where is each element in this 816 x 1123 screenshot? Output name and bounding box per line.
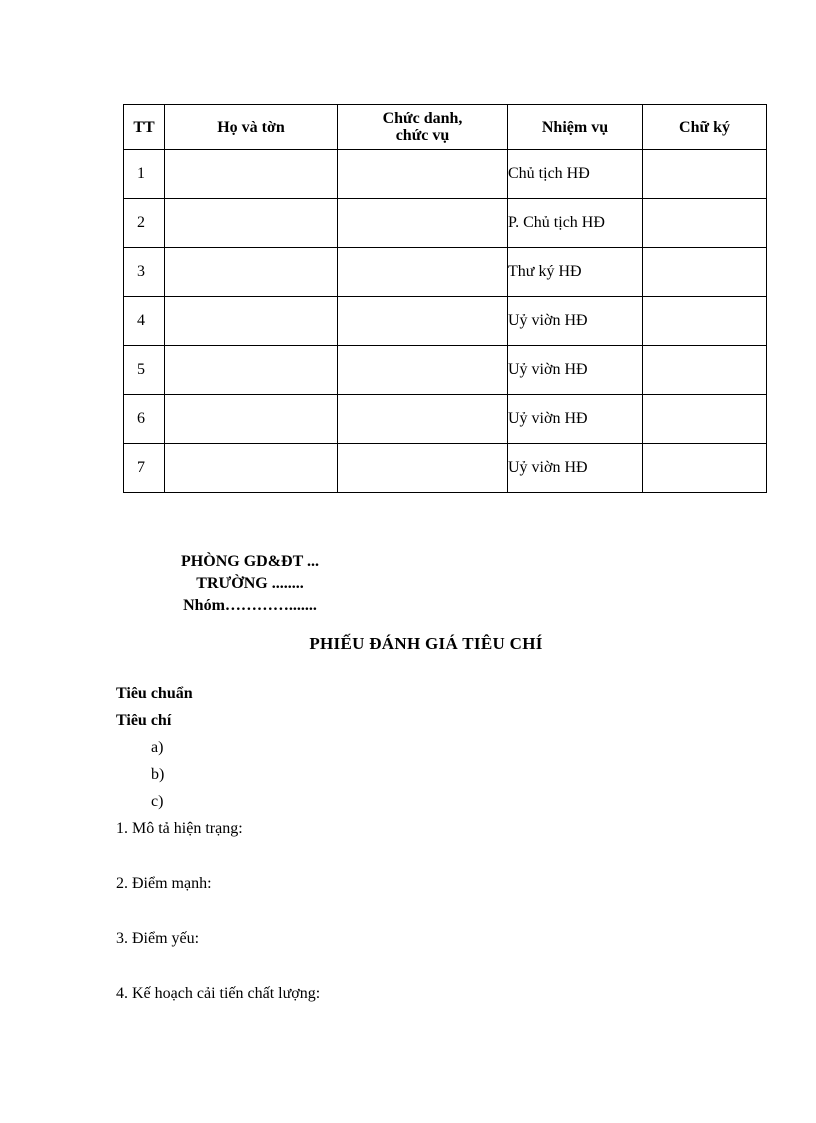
- row-duty: Uỷ viờn HĐ: [508, 297, 643, 346]
- row-signature-cell: [643, 150, 767, 199]
- sub-item-b: b): [151, 766, 165, 783]
- row-duty: Uỷ viờn HĐ: [508, 395, 643, 444]
- row-tt: 4: [124, 297, 165, 346]
- row-title-cell: [338, 444, 508, 493]
- row-tt: 2: [124, 199, 165, 248]
- sub-item-c: c): [151, 793, 164, 810]
- row-name-cell: [165, 248, 338, 297]
- row-name-cell: [165, 444, 338, 493]
- row-signature-cell: [643, 346, 767, 395]
- department-name: PHÒNG GD&ĐT ...: [181, 553, 319, 570]
- table-row: [124, 346, 767, 395]
- row-duty: Thư ký HĐ: [508, 248, 643, 297]
- table-row: [124, 297, 767, 346]
- row-signature-cell: [643, 199, 767, 248]
- row-duty: Chủ tịch HĐ: [508, 150, 643, 199]
- row-tt: 3: [124, 248, 165, 297]
- row-tt: 6: [124, 395, 165, 444]
- table-row: [124, 150, 767, 199]
- form-title: PHIẾU ĐÁNH GIÁ TIÊU CHÍ: [309, 634, 543, 653]
- row-tt: 1: [124, 150, 165, 199]
- header-title-line2: chức vụ: [395, 127, 450, 144]
- row-title-cell: [338, 199, 508, 248]
- section-improvement-plan: 4. Kế hoạch cải tiến chất lượng:: [116, 985, 321, 1002]
- header-tt: TT: [124, 105, 165, 150]
- row-signature-cell: [643, 297, 767, 346]
- header-title: [338, 105, 508, 150]
- row-title-cell: [338, 346, 508, 395]
- table-row: [124, 248, 767, 297]
- row-duty: P. Chủ tịch HĐ: [508, 199, 643, 248]
- row-title-cell: [338, 395, 508, 444]
- table-row: [124, 444, 767, 493]
- row-name-cell: [165, 297, 338, 346]
- table-row: [124, 395, 767, 444]
- row-name-cell: [165, 150, 338, 199]
- form-body: [116, 681, 320, 1008]
- row-title-cell: [338, 248, 508, 297]
- row-duty: Uỷ viờn HĐ: [508, 444, 643, 493]
- section-strengths: 2. Điểm mạnh:: [116, 875, 212, 892]
- header-signature: Chữ ký: [643, 105, 767, 150]
- sub-item-a: a): [151, 739, 164, 756]
- table-header-row: [124, 105, 767, 150]
- group-name: Nhóm………….......: [183, 597, 317, 614]
- header-name: Họ và tờn: [165, 105, 338, 150]
- row-name-cell: [165, 199, 338, 248]
- criterion-label: Tiêu chí: [116, 712, 172, 729]
- row-tt: 7: [124, 444, 165, 493]
- council-member-table: [123, 104, 767, 493]
- row-name-cell: [165, 346, 338, 395]
- row-tt: 5: [124, 346, 165, 395]
- row-signature-cell: [643, 248, 767, 297]
- row-duty: Uỷ viờn HĐ: [508, 346, 643, 395]
- standard-label: Tiêu chuẩn: [116, 685, 193, 702]
- row-signature-cell: [643, 395, 767, 444]
- row-name-cell: [165, 395, 338, 444]
- table-row: [124, 199, 767, 248]
- section-weaknesses: 3. Điểm yếu:: [116, 930, 200, 947]
- organization-header: [150, 551, 350, 617]
- section-current-state: 1. Mô tả hiện trạng:: [116, 820, 243, 837]
- row-title-cell: [338, 150, 508, 199]
- header-duty: Nhiệm vụ: [508, 105, 643, 150]
- school-name: TRƯỜNG ........: [196, 575, 304, 592]
- row-title-cell: [338, 297, 508, 346]
- row-signature-cell: [643, 444, 767, 493]
- header-title-line1: Chức danh,: [382, 110, 463, 127]
